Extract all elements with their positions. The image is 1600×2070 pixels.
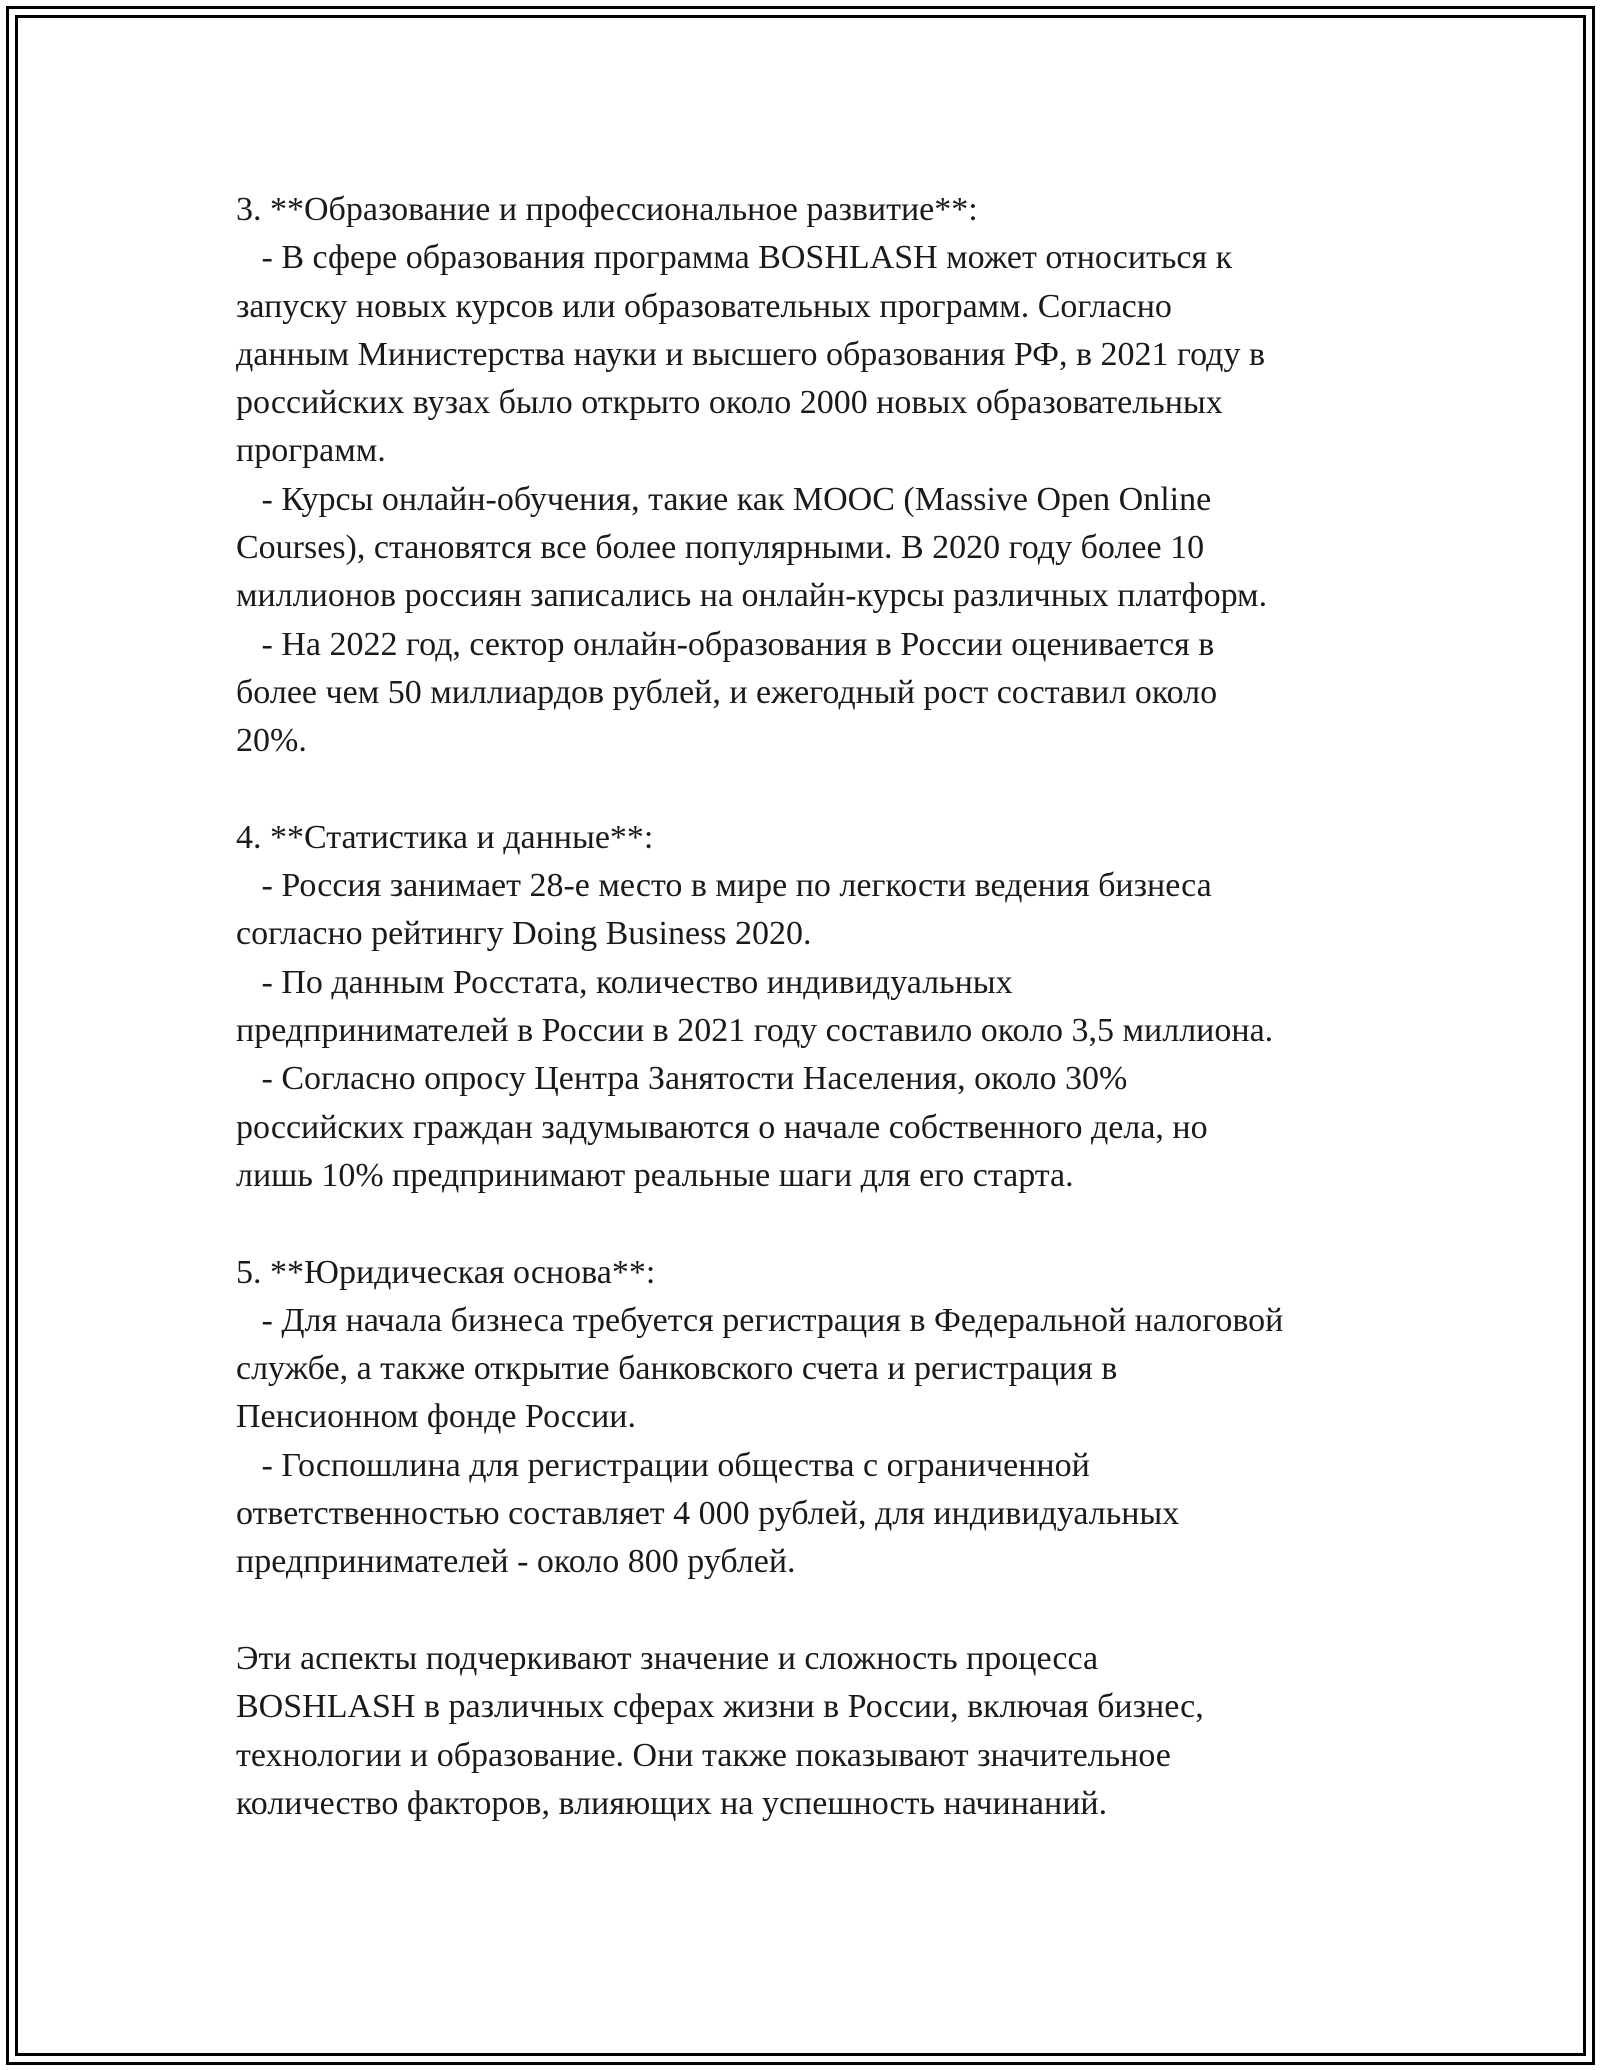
text-line: лишь 10% предпринимают реальные шаги для его старта.	[236, 1156, 1074, 1194]
text-line: - По данным Росстата, количество индивидуальных	[236, 963, 1013, 1001]
text-line: предпринимателей - около 800 рублей.	[236, 1543, 796, 1581]
text-line: миллионов россиян записались на онлайн-курсы различных платформ.	[236, 577, 1268, 615]
text-line: 20%.	[236, 722, 307, 760]
text-line: - Курсы онлайн-обучения, такие как MOOC (Massive Open Online	[236, 480, 1212, 518]
text-line: запуску новых курсов или образовательных программ. Согласно	[236, 287, 1172, 325]
text-line: российских вузах было открыто около 2000 новых образовательных	[236, 384, 1223, 422]
text-line: данным Министерства науки и высшего образования РФ, в 2021 году в	[236, 335, 1266, 373]
text-line	[236, 766, 1416, 814]
text-line: - На 2022 год, сектор онлайн-образования в России оценивается в	[236, 625, 1215, 663]
text-line: - Госпошлина для регистрации общества с ограниченной	[236, 1446, 1090, 1484]
text-line: - Для начала бизнеса требуется регистрация в Федеральной налоговой	[236, 1301, 1284, 1339]
text-line: согласно рейтингу Doing Business 2020.	[236, 915, 812, 953]
text-line	[236, 1200, 1416, 1248]
text-line: ответственностью составляет 4 000 рублей, для индивидуальных	[236, 1495, 1180, 1533]
text-line: российских граждан задумываются о начале собственного дела, но	[236, 1108, 1208, 1146]
text-line: технологии и образование. Они также показывают значительное	[236, 1736, 1171, 1774]
text-line: Courses), становятся все более популярными. В 2020 году более 10	[236, 529, 1205, 567]
text-line	[236, 1587, 1416, 1635]
text-line: 3. **Образование и профессиональное развитие**:	[236, 191, 978, 228]
text-line: Эти аспекты подчеркивают значение и сложность процесса	[236, 1639, 1099, 1677]
text-line: службе, а также открытие банковского счета и регистрация в	[236, 1350, 1118, 1388]
text-line: - В сфере образования программа BOSHLASH может относиться к	[236, 239, 1233, 277]
text-line: предпринимателей в России в 2021 году составило около 3,5 миллиона.	[236, 1012, 1274, 1050]
text-line: 5. **Юридическая основа**:	[236, 1253, 656, 1291]
text-line: - Россия занимает 28-е место в мире по легкости ведения бизнеса	[236, 867, 1212, 905]
text-line: 4. **Статистика и данные**:	[236, 818, 654, 856]
text-line: BOSHLASH в различных сферах жизни в России, включая бизнес,	[236, 1688, 1204, 1726]
text-line: более чем 50 миллиардов рублей, и ежегодный рост составил около	[236, 673, 1218, 711]
text-line: Пенсионном фонде России.	[236, 1398, 636, 1436]
document-body	[236, 186, 1416, 1828]
text-line: - Согласно опросу Центра Занятости Населения, около 30%	[236, 1060, 1128, 1098]
text-line: количество факторов, влияющих на успешность начинаний.	[236, 1784, 1108, 1822]
text-line: программ.	[236, 432, 386, 470]
